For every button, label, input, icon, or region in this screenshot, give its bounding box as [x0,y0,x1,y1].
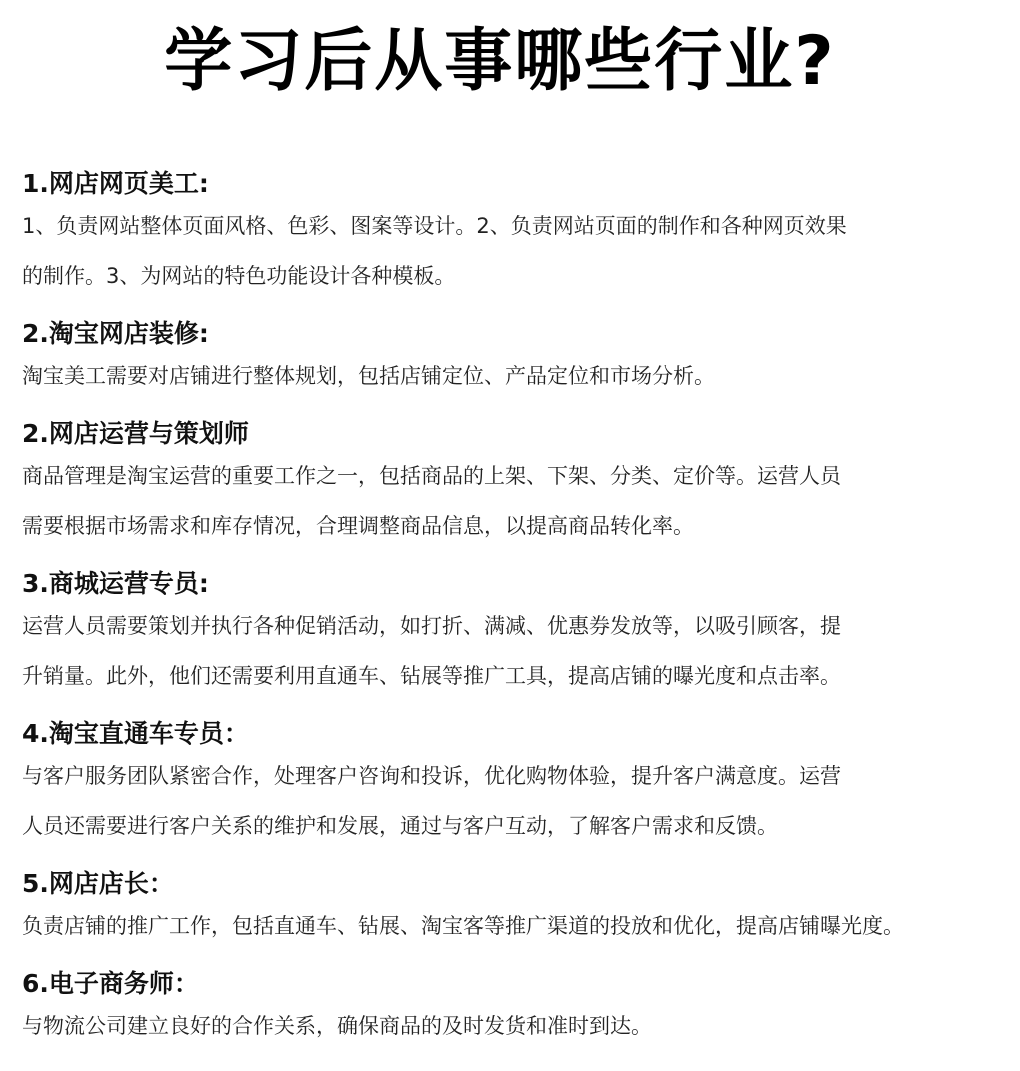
section-body [22,201,1020,301]
section-store-manager [22,867,1020,951]
section-heading: 4.淘宝直通车专员： [22,719,249,748]
body-line: 运营人员需要策划并执行各种促销活动，如打折、满减、优惠券发放等，以吸引顾客，提 [22,614,841,638]
section-web-designer [22,167,1020,301]
section-body [22,1001,1020,1051]
section-heading: 1.网店网页美工: [22,169,209,198]
section-mall-operations [22,567,1020,701]
section-operations-planner [22,417,1020,551]
section-heading: 3.商城运营专员: [22,569,209,598]
body-line: 的制作。3、为网站的特色功能设计各种模板。 [22,264,456,288]
section-heading: 2.网店运营与策划师 [22,419,249,448]
section-heading: 5.网店店长： [22,869,174,898]
body-line: 负责店铺的推广工作，包括直通车、钻展、淘宝客等推广渠道的投放和优化，提高店铺曝光度。 [22,914,904,938]
body-line: 淘宝美工需要对店铺进行整体规划，包括店铺定位、产品定位和市场分析。 [22,364,715,388]
section-body [22,601,1020,701]
body-line: 升销量。此外，他们还需要利用直通车、钻展等推广工具，提高店铺的曝光度和点击率。 [22,664,841,688]
section-heading: 6.电子商务师： [22,969,199,998]
page-title: 学习后从事哪些行业? [164,22,836,101]
section-body [22,351,1020,401]
body-line: 商品管理是淘宝运营的重要工作之一，包括商品的上架、下架、分类、定价等。运营人员 [22,464,841,488]
section-body [22,751,1020,851]
section-ztc-specialist [22,717,1020,851]
section-body [22,451,1020,551]
section-body [22,901,1020,951]
section-taobao-decoration [22,317,1020,401]
body-line: 需要根据市场需求和库存情况，合理调整商品信息，以提高商品转化率。 [22,514,694,538]
body-line: 与物流公司建立良好的合作关系，确保商品的及时发货和准时到达。 [22,1014,652,1038]
body-line: 人员还需要进行客户关系的维护和发展，通过与客户互动，了解客户需求和反馈。 [22,814,778,838]
body-line: 与客户服务团队紧密合作，处理客户咨询和投诉，优化购物体验，提升客户满意度。运营 [22,764,841,788]
section-ecommerce-specialist [22,967,1020,1051]
body-line: 1、负责网站整体页面风格、色彩、图案等设计。2、负责网站页面的制作和各种网页效果 [22,214,847,238]
section-heading: 2.淘宝网店装修: [22,319,209,348]
